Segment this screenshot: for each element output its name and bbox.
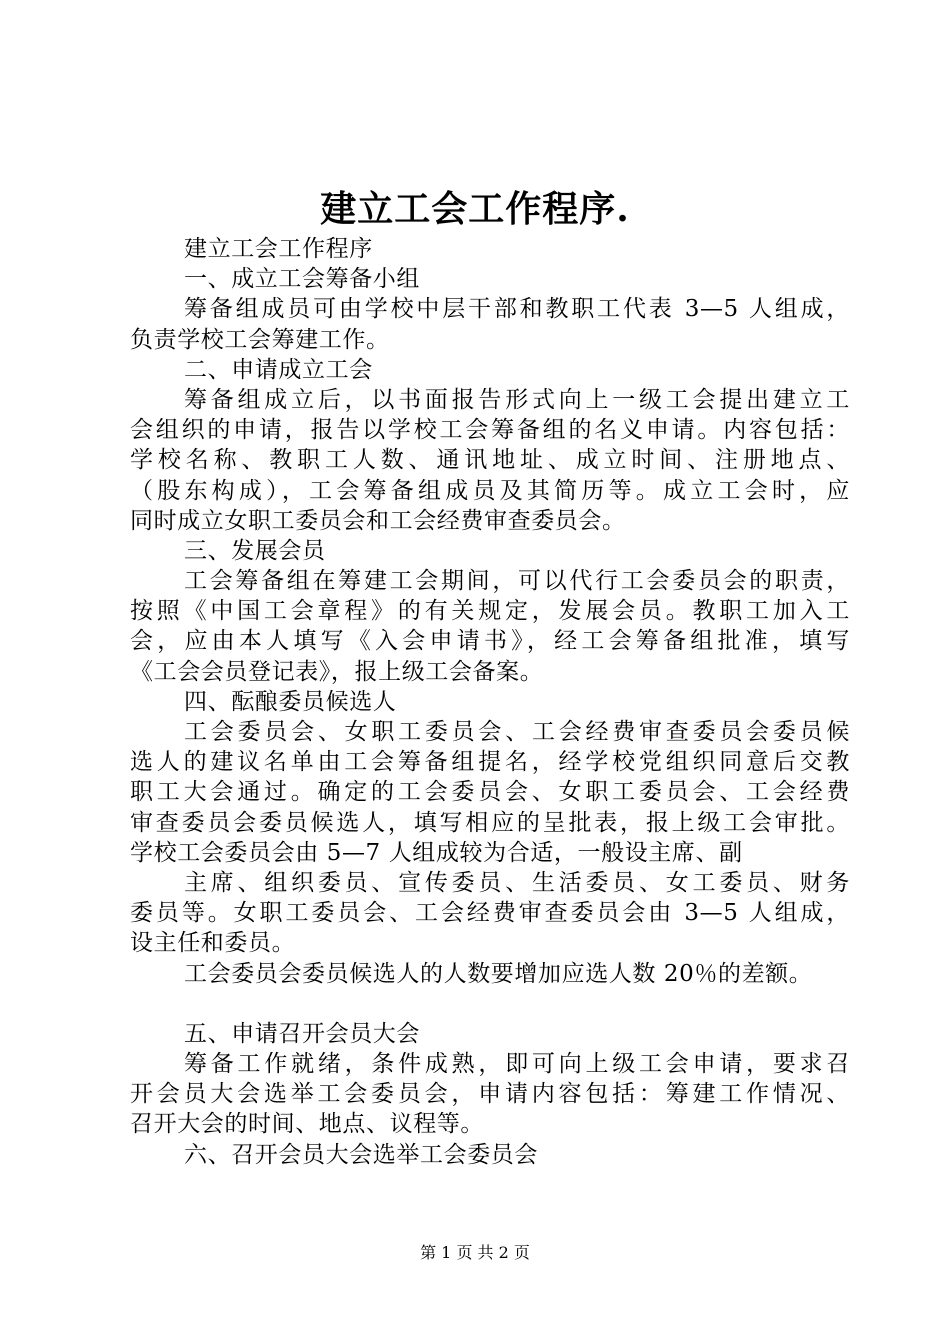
- document-body: [130, 234, 850, 1170]
- section-heading: 三、发展会员: [184, 537, 326, 564]
- section-heading: 二、申请成立工会: [184, 356, 373, 383]
- section-heading: 六、召开会员大会选举工会委员会: [184, 1141, 538, 1168]
- body-line: 《工会会员登记表》，报上级工会备案。: [130, 658, 544, 685]
- body-line: 工会筹备组在筹建工会期间，可以代行工会委员会的职责，: [184, 568, 850, 595]
- body-line: 筹备工作就绪，条件成熟，即可向上级工会申请，要求召: [184, 1051, 850, 1078]
- body-line: 职工大会通过。确定的工会委员会、女职工委员会、工会经费: [130, 779, 850, 806]
- body-line: 选人的建议名单由工会筹备组提名，经学校党组织同意后交教: [130, 749, 850, 776]
- body-line: 主席、组织委员、宣传委员、生活委员、女工委员、财务: [184, 869, 850, 896]
- body-line: 筹备组成员可由学校中层干部和教职工代表 3—5 人组成，: [184, 296, 850, 323]
- body-line: （股东构成），工会筹备组成员及其简历等。成立工会时，应: [130, 477, 850, 504]
- body-line: 召开大会的时间、地点、议程等。: [130, 1111, 484, 1138]
- body-line: 筹备组成立后，以书面报告形式向上一级工会提出建立工: [184, 386, 850, 413]
- body-line: 建立工会工作程序: [184, 236, 373, 262]
- body-line: 设主任和委员。: [130, 930, 296, 957]
- body-line: 审查委员会委员候选人，填写相应的呈批表，报上级工会审批。: [130, 809, 850, 836]
- body-line: 学校名称、教职工人数、通讯地址、成立时间、注册地点、: [130, 447, 850, 474]
- body-line: 工会委员会委员候选人的人数要增加应选人数 20％的差额。: [184, 960, 813, 987]
- body-line: 工会委员会、女职工委员会、工会经费审查委员会委员候: [184, 719, 850, 745]
- body-line: 同时成立女职工委员会和工会经费审查委员会。: [130, 507, 626, 534]
- body-line: 负责学校工会筹建工作。: [130, 326, 390, 353]
- section-heading: 四、酝酿委员候选人: [184, 688, 397, 715]
- body-line: 会组织的申请，报告以学校工会筹备组的名义申请。内容包括：: [130, 417, 850, 444]
- section-heading: 五、申请召开会员大会: [184, 1020, 420, 1047]
- body-line: 开会员大会选举工会委员会，申请内容包括：筹建工作情况、: [130, 1081, 850, 1108]
- body-line: 委员等。女职工委员会、工会经费审查委员会由 3—5 人组成，: [130, 900, 850, 927]
- page-footer: 第 1 页 共 2 页: [420, 1243, 530, 1262]
- paragraph-spacer: [130, 989, 850, 1019]
- section-heading: 一、成立工会筹备小组: [184, 266, 420, 293]
- body-line: 按照《中国工会章程》的有关规定，发展会员。教职工加入工: [130, 598, 850, 625]
- body-line: 学校工会委员会由 5—7 人组成较为合适，一般设主席、副: [130, 839, 743, 866]
- body-line: 会，应由本人填写《入会申请书》，经工会筹备组批准，填写: [130, 628, 850, 655]
- document-title: 建立工会工作程序.: [320, 188, 630, 230]
